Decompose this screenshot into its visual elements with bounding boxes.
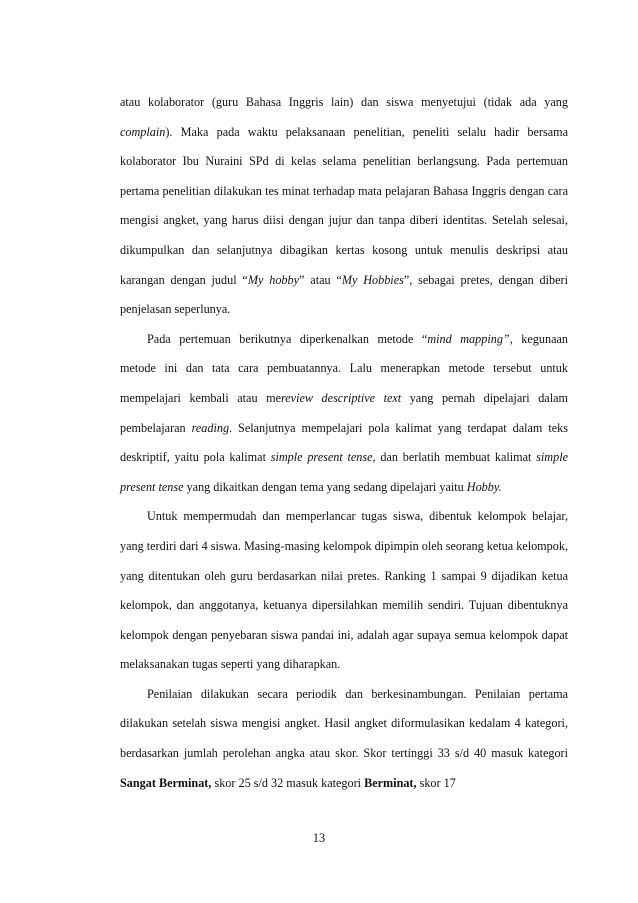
text-run: Penilaian dilakukan secara periodik dan berkesinambungan. Penilaian pertama dilakukan setelah siswa mengisi angket. Hasil angket diformulasikan kedalam 4 kategori, berdasarkan jumlah perolehan angka atau skor. Skor tertinggi 33 s/d 40 masuk kategori [120, 686, 568, 761]
text-run-bold: Berminat, [364, 775, 417, 790]
text-run-italic: My Hobbies [341, 272, 404, 287]
text-run: yang dikaitkan dengan tema yang sedang dipelajari yaitu [183, 479, 467, 494]
text-run: Pada pertemuan berikutnya diperkenalkan metode “ [147, 331, 428, 346]
text-run-italic: mind mapping”, [427, 331, 513, 346]
text-run-italic: Hobby. [466, 479, 502, 494]
text-run-italic: My hobby [247, 272, 300, 287]
paragraph-2 [120, 325, 568, 503]
text-run: ”, sebagai pretes, dengan diberi penjelasan seperlunya. [120, 272, 568, 317]
text-run-bold: Sangat Berminat, [120, 775, 212, 790]
text-run: dan berlatih membuat kalimat [375, 450, 537, 465]
text-run: ). Maka pada waktu pelaksanaan penelitian, peneliti selalu hadir bersama kolaborator Ibu Nuraini SPd di kelas selama penelitian berlangsung. Pada pertemuan pertama penelitian dilakukan tes minat terhadap mata pelajaran Bahasa Inggris dengan cara mengisi angket, yang harus diisi dengan jujur dan tanpa diberi identitas. Setelah selesai, dikumpulkan dan selanjutnya dibagikan kertas kosong untuk menulis deskripsi atau karangan dengan judul “ [120, 124, 568, 287]
text-run: kegunaan metode ini dan tata cara pembuatannya. Lalu menerapkan metode tersebut untuk mempelajari kembali atau me [120, 331, 569, 405]
text-run: atau kolaborator (guru Bahasa Inggris lain) dan siswa menyetujui (tidak ada yang [120, 95, 568, 109]
text-run-italic: complain [120, 124, 166, 139]
text-run-italic: simple present tense, [270, 450, 376, 465]
text-run: Untuk mempermudah dan memperlancar tugas siswa, dibentuk kelompok belajar, yang terdiri dari 4 siswa. Masing-masing kelompok dipimpin oleh seorang ketua kelompok, yang ditentukan oleh guru berdasarkan nilai pretes. Ranking 1 sampai 9 dijadikan ketua kelompok, dan anggotanya, ketuanya dipersilahkan memilih sendiri. Tujuan dibentuknya kelompok dengan penyebaran siswa pandai ini, adalah agar supaya semua kelompok dapat melaksanakan tugas seperti yang diharapkan. [120, 509, 568, 672]
text-run: ” atau “ [299, 272, 342, 287]
text-run: . Selanjutnya mempelajari pola kalimat yang terdapat dalam teks deskriptif, yaitu pola kalimat [120, 420, 568, 465]
page-number: 13 [312, 831, 326, 845]
text-run: skor 17 [416, 775, 456, 790]
body-text [120, 88, 568, 798]
paragraph-3 [120, 502, 568, 680]
text-run: yang pernah dipelajari dalam pembelajaran [120, 390, 568, 435]
paragraph-4 [120, 680, 568, 798]
text-run-italic: reading [191, 420, 230, 435]
text-run-italic: simple present tense [120, 450, 568, 494]
paragraph-1 [120, 88, 568, 325]
text-run: skor 25 s/d 32 masuk kategori [211, 775, 365, 790]
text-run-italic: review descriptive text [280, 390, 402, 405]
